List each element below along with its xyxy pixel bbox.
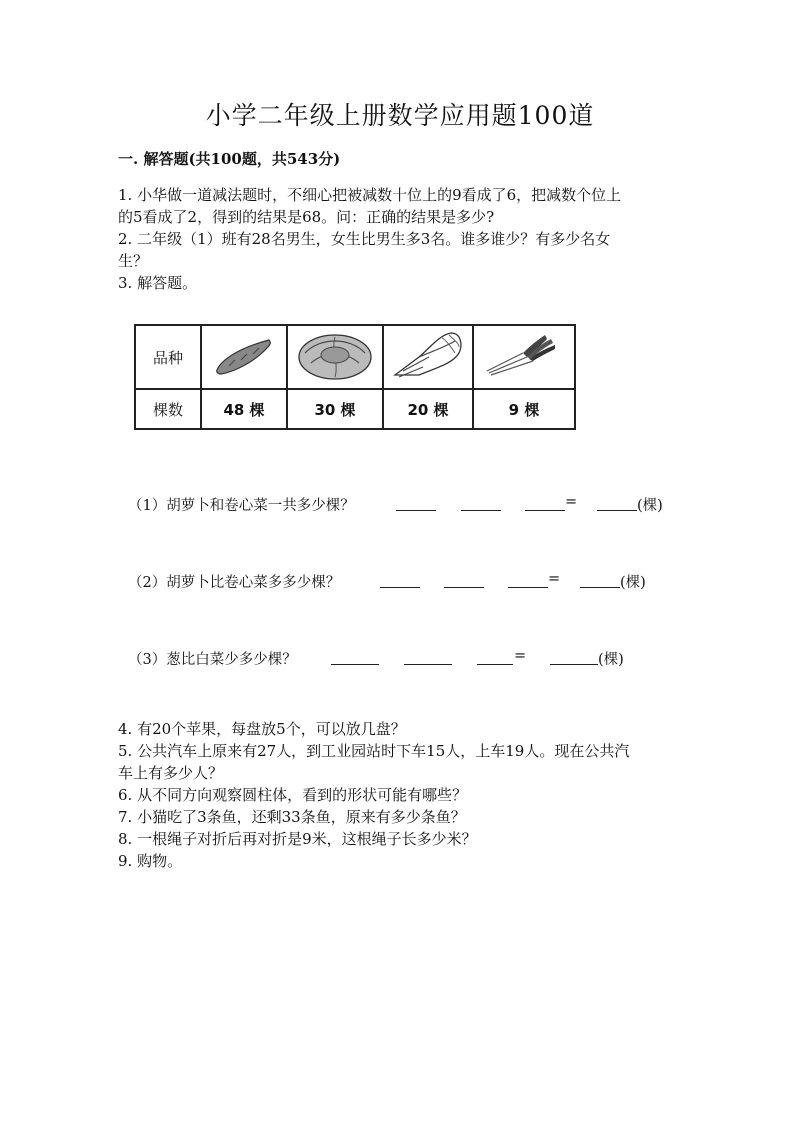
table-row (135, 325, 575, 389)
question-5-line-1: 5. 公共汽车上原来有27人，到工业园站时下车15人，上车19人。现在公共汽 (118, 742, 630, 760)
table-cell-count: 48 棵 (201, 389, 287, 429)
answer-blank[interactable] (508, 573, 548, 588)
answer-blank[interactable] (477, 650, 513, 665)
subquestion-1 (128, 494, 355, 515)
question-5-line-2: 车上有多少人？ (118, 764, 224, 782)
table-cell (473, 325, 575, 389)
table-cell (287, 325, 383, 389)
answer-blank[interactable] (380, 573, 420, 588)
page-title: 小学二年级上册数学应用题100道 (205, 101, 595, 130)
question-8: 8. 一根绳子对折后再对折是9米，这根绳子长多少米？ (118, 830, 477, 848)
question-6: 6. 从不同方向观察圆柱体，看到的形状可能有哪些？ (118, 786, 468, 804)
chinese-cabbage-icon (389, 327, 467, 383)
question-1-line-1: 1. 小华做一道减法题时，不细心把被减数十位上的9看成了6，把减数个位上 (118, 186, 622, 204)
equals-sign: = (514, 648, 527, 664)
answer-blank[interactable] (461, 496, 501, 511)
carrot-icon (209, 330, 279, 380)
equals-sign: = (548, 571, 561, 587)
question-2-line-2: 生？ (118, 252, 149, 270)
question-1-line-2: 的5看成了2，得到的结果是68。问：正确的结果是多少? (118, 208, 495, 226)
table-header-variety: 品种 (135, 325, 201, 389)
table-cell (383, 325, 473, 389)
subquestion-3-text: （3）葱比白菜少多少棵？ (128, 652, 297, 668)
vegetable-table (134, 324, 576, 430)
subquestion-1-text: （1）胡萝卜和卷心菜一共多少棵？ (128, 498, 355, 514)
answer-blank[interactable] (580, 573, 620, 588)
equals-sign: = (565, 494, 578, 510)
section-heading: 一. 解答题(共100题，共543分) (118, 150, 341, 168)
table-cell-count: 9 棵 (473, 389, 575, 429)
question-3: 3. 解答题。 (118, 274, 198, 292)
subquestion-3 (128, 648, 297, 669)
scallion-icon (479, 327, 569, 383)
table-cell (201, 325, 287, 389)
answer-blank[interactable] (597, 496, 637, 511)
question-7: 7. 小猫吃了3条鱼，还剩33条鱼，原来有多少条鱼？ (118, 808, 466, 826)
answer-blank[interactable] (404, 650, 452, 665)
question-1 (118, 184, 621, 294)
question-9: 9. 购物。 (118, 852, 183, 870)
subquestion-2-text: （2）胡萝卜比卷心菜多多少棵？ (128, 575, 341, 591)
answer-blank[interactable] (525, 496, 565, 511)
answer-blank[interactable] (331, 650, 379, 665)
question-2-line-1: 2. 二年级（1）班有28名男生，女生比男生多3名。谁多谁少？有多少名女 (118, 230, 611, 248)
answer-blank[interactable] (444, 573, 484, 588)
answer-blank[interactable] (550, 650, 598, 665)
unit-label: (棵) (598, 652, 624, 668)
questions-bottom (118, 718, 629, 872)
unit-label: (棵) (637, 498, 663, 514)
cabbage-icon (295, 327, 375, 383)
subquestion-2 (128, 571, 340, 592)
table-cell-count: 30 棵 (287, 389, 383, 429)
table-row (135, 389, 575, 429)
answer-blank[interactable] (396, 496, 436, 511)
table-cell-count: 20 棵 (383, 389, 473, 429)
question-4: 4. 有20个苹果，每盘放5个，可以放几盘？ (118, 720, 406, 738)
unit-label: (棵) (620, 575, 646, 591)
table-header-count: 棵数 (135, 389, 201, 429)
